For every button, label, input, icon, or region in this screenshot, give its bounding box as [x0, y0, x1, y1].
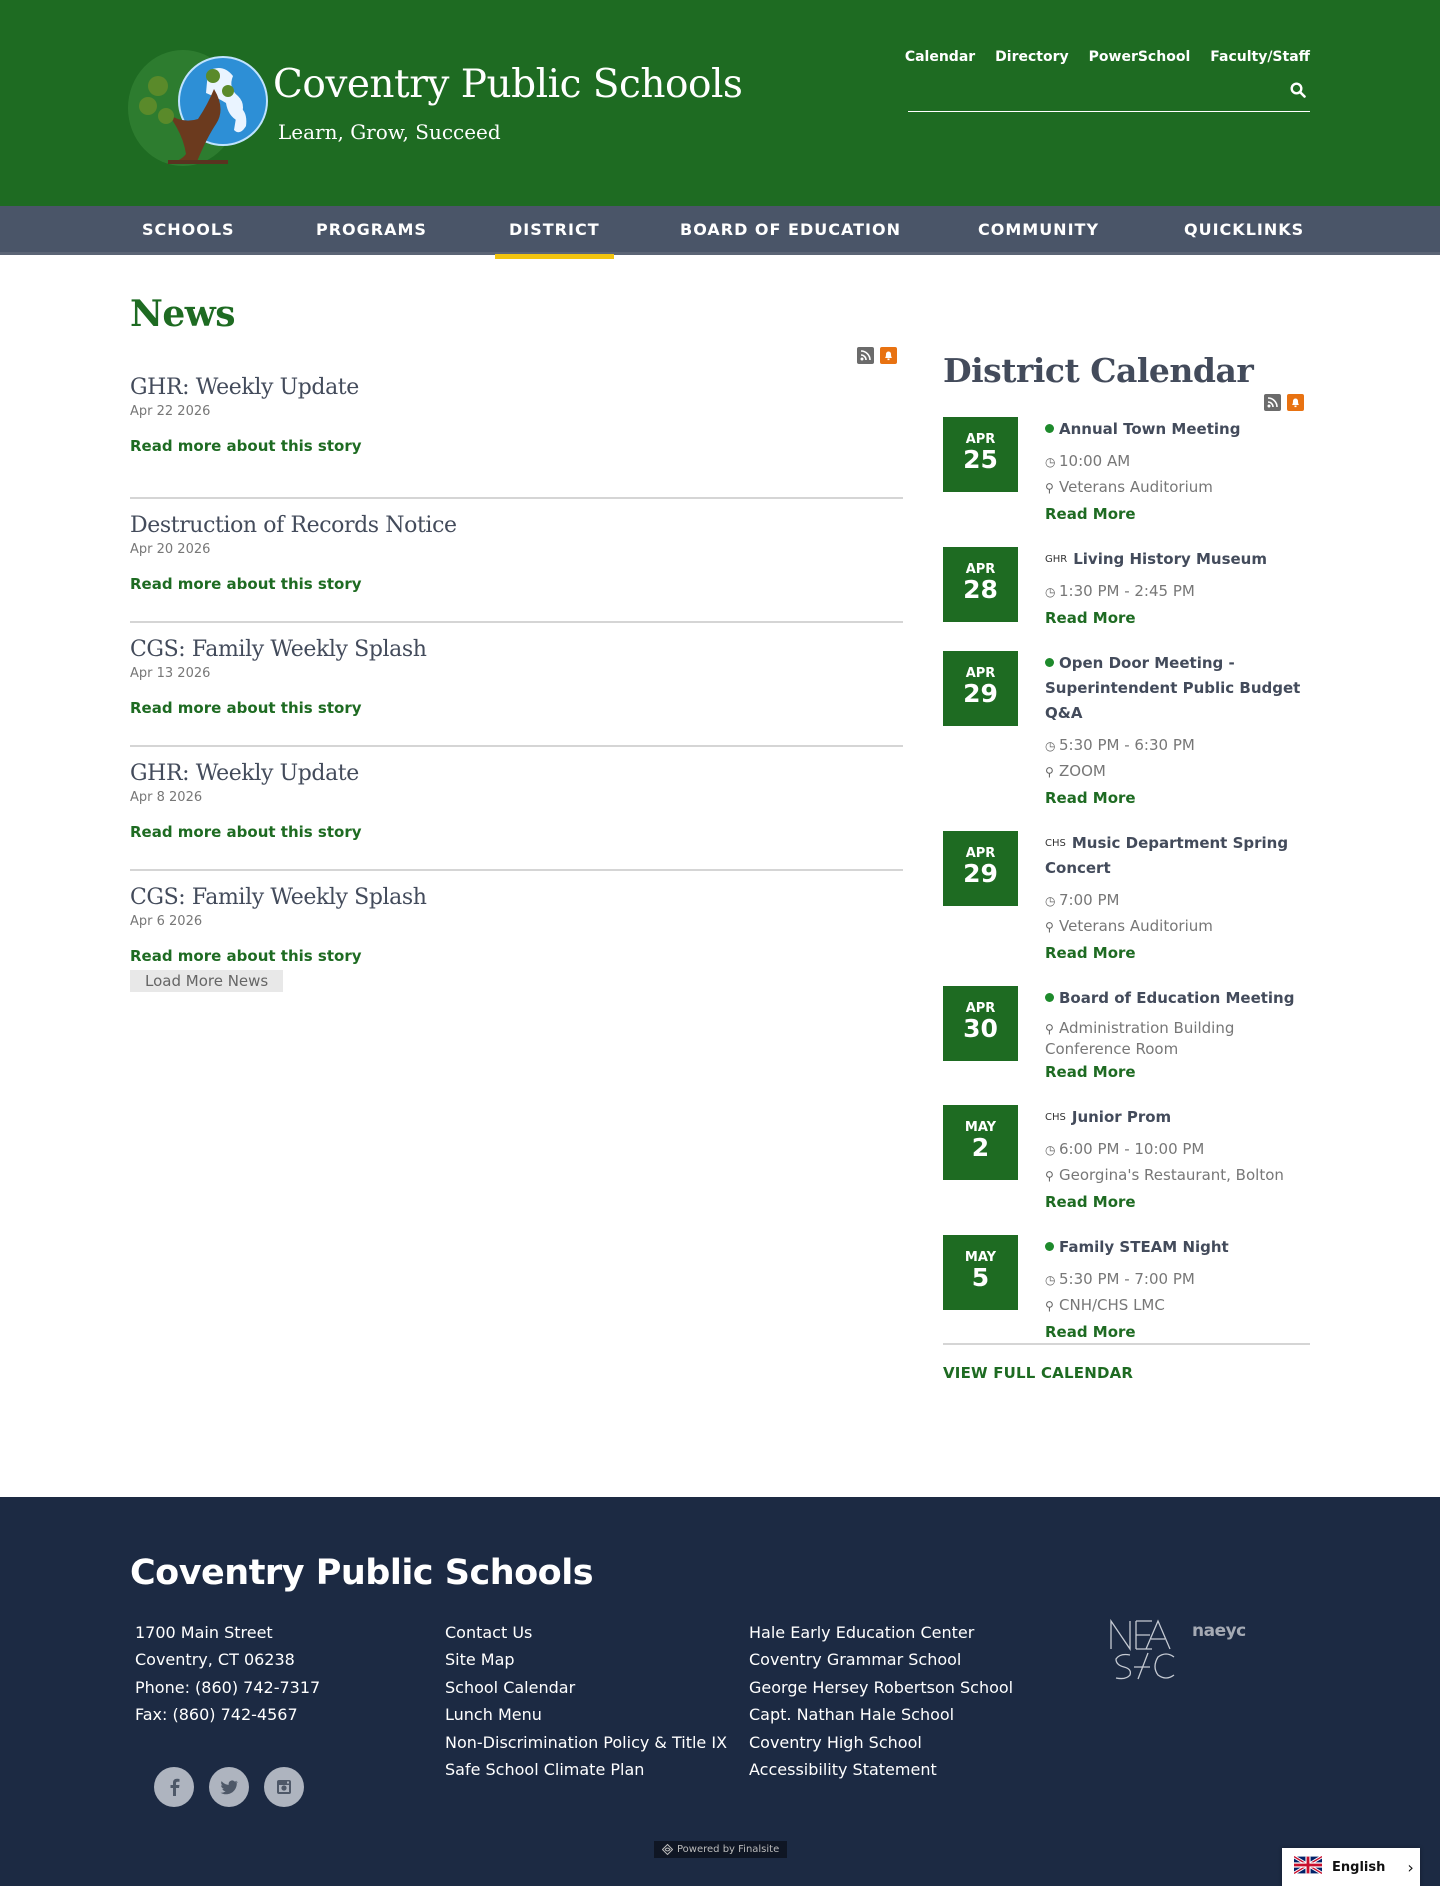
- event-read-more[interactable]: Read More: [1045, 944, 1136, 962]
- footer-link-school-calendar[interactable]: School Calendar: [445, 1677, 576, 1697]
- address-line: 1700 Main Street: [135, 1623, 273, 1642]
- event-title[interactable]: Annual Town Meeting: [1045, 417, 1310, 442]
- event-date-badge: [943, 831, 1018, 906]
- event-date-badge: [943, 651, 1018, 726]
- event-month: APR: [965, 1001, 996, 1016]
- read-more-link[interactable]: Read more about this story: [130, 699, 362, 717]
- event-item: [943, 1105, 1310, 1215]
- clock-icon: ◷: [1045, 585, 1056, 599]
- event-day: 29: [963, 859, 998, 888]
- event-item: [943, 1235, 1310, 1345]
- site-footer: [0, 1497, 1440, 1886]
- footer-link-safe-school[interactable]: Safe School Climate Plan: [445, 1760, 645, 1780]
- language-label: English: [1332, 1859, 1386, 1875]
- load-more-news-button[interactable]: Load More News: [130, 970, 283, 992]
- alert-bell-icon[interactable]: [880, 347, 897, 364]
- event-item: [943, 831, 1310, 966]
- footer-link-accessibility[interactable]: Accessibility Statement: [749, 1760, 937, 1780]
- map-pin-icon: ⚲: [1045, 1169, 1054, 1183]
- map-pin-icon: ⚲: [1045, 1299, 1054, 1313]
- clock-icon: ◷: [1045, 894, 1056, 908]
- event-time: ◷ 5:30 PM - 6:30 PM: [1045, 733, 1310, 759]
- util-link-powerschool[interactable]: PowerSchool: [1088, 49, 1191, 65]
- news-title[interactable]: Destruction of Records Notice: [130, 513, 457, 538]
- news-item: [130, 623, 903, 747]
- event-day: 30: [963, 1014, 998, 1043]
- site-tagline: Learn, Grow, Succeed: [278, 120, 501, 144]
- utility-nav: [905, 49, 1310, 65]
- footer-link-lunch-menu[interactable]: Lunch Menu: [445, 1705, 542, 1725]
- search-input[interactable]: [908, 78, 1268, 108]
- powered-by-finalsite[interactable]: [654, 1841, 787, 1858]
- event-read-more[interactable]: Read More: [1045, 789, 1136, 807]
- footer-title: Coventry Public Schools: [130, 1553, 594, 1593]
- school-tag: CHS: [1045, 1112, 1066, 1123]
- footer-address: [135, 1619, 320, 1729]
- phone: Phone: (860) 742-7317: [135, 1677, 321, 1697]
- clock-icon: ◷: [1045, 1143, 1056, 1157]
- event-title[interactable]: CHS Junior Prom: [1045, 1108, 1172, 1126]
- school-tag: CHS: [1045, 838, 1066, 849]
- event-day: 28: [963, 575, 998, 604]
- calendar-divider: [943, 1343, 1310, 1345]
- facebook-icon[interactable]: [154, 1767, 194, 1807]
- clock-icon: ◷: [1045, 455, 1056, 469]
- news-list: [130, 375, 903, 992]
- event-title[interactable]: GHR Living History Museum: [1045, 550, 1267, 568]
- event-month: APR: [965, 562, 996, 577]
- uk-flag-icon: [1294, 1856, 1322, 1878]
- event-item: [943, 986, 1310, 1085]
- view-full-calendar-link[interactable]: VIEW FULL CALENDAR: [943, 1364, 1134, 1382]
- event-day: 2: [971, 1133, 990, 1162]
- footer-links: [445, 1619, 727, 1783]
- news-heading: News: [130, 293, 236, 335]
- alert-bell-icon[interactable]: [1287, 394, 1304, 411]
- event-read-more[interactable]: Read More: [1045, 1323, 1136, 1341]
- event-read-more[interactable]: Read More: [1045, 1063, 1136, 1081]
- map-pin-icon: ⚲: [1045, 481, 1054, 495]
- rss-icon[interactable]: [857, 347, 874, 364]
- news-item: [130, 499, 903, 623]
- event-month: MAY: [964, 1120, 997, 1135]
- read-more-link[interactable]: Read more about this story: [130, 575, 362, 593]
- news-title[interactable]: GHR: Weekly Update: [130, 375, 359, 400]
- event-item: [943, 651, 1310, 811]
- event-month: APR: [965, 666, 996, 681]
- event-day: 5: [971, 1263, 990, 1292]
- district-logo[interactable]: [128, 46, 278, 170]
- util-link-directory[interactable]: Directory: [995, 49, 1069, 65]
- footer-link-school[interactable]: George Hersey Robertson School: [749, 1677, 1014, 1697]
- news-date: Apr 13 2026: [130, 666, 211, 681]
- event-date-badge: [943, 547, 1018, 622]
- event-location: ⚲ Administration Building Conference Room: [1045, 1019, 1235, 1058]
- news-date: Apr 20 2026: [130, 542, 211, 557]
- district-dot-icon: [1045, 424, 1054, 433]
- event-read-more[interactable]: Read More: [1045, 505, 1136, 523]
- news-item: [130, 747, 903, 871]
- event-title[interactable]: Family STEAM Night: [1045, 1235, 1310, 1260]
- news-date: Apr 8 2026: [130, 790, 203, 805]
- chevron-right-icon: ›: [1407, 1857, 1414, 1877]
- read-more-link[interactable]: Read more about this story: [130, 823, 362, 841]
- site-title[interactable]: Coventry Public Schools: [273, 62, 743, 107]
- footer-link-site-map[interactable]: Site Map: [445, 1650, 515, 1670]
- event-month: MAY: [964, 1250, 997, 1265]
- event-day: 29: [963, 679, 998, 708]
- search-bar: [908, 78, 1310, 112]
- map-pin-icon: ⚲: [1045, 920, 1054, 934]
- district-dot-icon: [1045, 993, 1054, 1002]
- language-selector[interactable]: [1282, 1848, 1420, 1886]
- util-link-faculty-staff[interactable]: Faculty/Staff: [1210, 49, 1310, 65]
- nav-schools[interactable]: SCHOOLS: [142, 220, 235, 239]
- event-month: APR: [965, 846, 996, 861]
- event-item: [943, 417, 1310, 527]
- event-list: [943, 417, 1310, 1365]
- read-more-link[interactable]: Read more about this story: [130, 437, 362, 455]
- footer-link-school[interactable]: Coventry Grammar School: [749, 1650, 962, 1670]
- nav-quicklinks[interactable]: QUICKLINKS: [1184, 220, 1305, 239]
- clock-icon: ◷: [1045, 739, 1056, 753]
- event-location: ⚲ Georgina's Restaurant, Bolton: [1045, 1163, 1310, 1189]
- search-icon[interactable]: [1290, 82, 1308, 100]
- nav-programs[interactable]: PROGRAMS: [316, 220, 427, 239]
- footer-link-school[interactable]: Coventry High School: [749, 1732, 922, 1752]
- footer-link-contact-us[interactable]: Contact Us: [445, 1623, 533, 1642]
- event-location: ⚲ ZOOM: [1045, 759, 1310, 785]
- instagram-icon[interactable]: [264, 1767, 304, 1807]
- address-line: Coventry, CT 06238: [135, 1650, 295, 1670]
- nav-community[interactable]: COMMUNITY: [978, 220, 1100, 239]
- news-title[interactable]: CGS: Family Weekly Splash: [130, 637, 427, 662]
- read-more-link[interactable]: Read more about this story: [130, 947, 362, 965]
- news-title[interactable]: CGS: Family Weekly Splash: [130, 885, 427, 910]
- event-read-more[interactable]: Read More: [1045, 609, 1136, 627]
- event-day: 25: [963, 445, 998, 474]
- main-nav: [0, 206, 1440, 255]
- event-date-badge: [943, 417, 1018, 492]
- nav-district[interactable]: DISTRICT: [509, 220, 600, 239]
- util-link-calendar[interactable]: Calendar: [904, 49, 976, 65]
- rss-icon[interactable]: [1264, 394, 1281, 411]
- news-item: [130, 871, 903, 992]
- event-time: ◷ 6:00 PM - 10:00 PM: [1045, 1137, 1310, 1163]
- event-location: ⚲ CNH/CHS LMC: [1045, 1293, 1310, 1319]
- neasc-logo[interactable]: [1108, 1619, 1178, 1685]
- news-feed-icons: [857, 347, 897, 364]
- event-date-badge: [943, 1105, 1018, 1180]
- clock-icon: ◷: [1045, 1273, 1056, 1287]
- event-title[interactable]: Board of Education Meeting: [1045, 986, 1310, 1011]
- news-date: Apr 22 2026: [130, 404, 211, 419]
- calendar-feed-icons: [1264, 394, 1304, 411]
- nav-board-of-education[interactable]: BOARD OF EDUCATION: [680, 220, 901, 239]
- event-date-badge: [943, 1235, 1018, 1310]
- event-time: ◷ 1:30 PM - 2:45 PM: [1045, 579, 1310, 605]
- calendar-heading: District Calendar: [943, 351, 1254, 390]
- site-header: [0, 0, 1440, 206]
- map-pin-icon: ⚲: [1045, 765, 1054, 779]
- footer-schools: [749, 1619, 1013, 1783]
- event-location: ⚲ Veterans Auditorium: [1045, 914, 1310, 940]
- event-title[interactable]: CHS Music Department Spring Concert: [1045, 834, 1289, 877]
- district-dot-icon: [1045, 658, 1054, 667]
- event-time: ◷ 5:30 PM - 7:00 PM: [1045, 1267, 1310, 1293]
- district-dot-icon: [1045, 1242, 1054, 1251]
- news-title[interactable]: GHR: Weekly Update: [130, 761, 359, 786]
- powered-by-text: Powered by Finalsite: [677, 1844, 780, 1855]
- map-pin-icon: ⚲: [1045, 1022, 1054, 1036]
- news-date: Apr 6 2026: [130, 914, 203, 929]
- event-read-more[interactable]: Read More: [1045, 1193, 1136, 1211]
- event-time: ◷ 7:00 PM: [1045, 888, 1310, 914]
- fax: Fax: (860) 742-4567: [135, 1705, 298, 1725]
- event-month: APR: [965, 432, 996, 447]
- naeyc-logo[interactable]: naeyc: [1192, 1621, 1246, 1641]
- news-item: [130, 375, 903, 499]
- footer-link-non-discrimination[interactable]: Non-Discrimination Policy & Title IX: [445, 1732, 728, 1752]
- social-links: [154, 1767, 304, 1807]
- event-date-badge: [943, 986, 1018, 1061]
- event-item: [943, 547, 1310, 631]
- event-time: ◷ 10:00 AM: [1045, 449, 1310, 475]
- footer-link-school[interactable]: Hale Early Education Center: [749, 1623, 975, 1642]
- twitter-icon[interactable]: [209, 1767, 249, 1807]
- main-content: [0, 255, 1440, 1497]
- school-tag: GHR: [1045, 554, 1068, 565]
- event-title[interactable]: Open Door Meeting - Superintendent Public Budget Q&A: [1045, 654, 1301, 722]
- event-location: ⚲ Veterans Auditorium: [1045, 475, 1310, 501]
- footer-link-school[interactable]: Capt. Nathan Hale School: [749, 1705, 955, 1725]
